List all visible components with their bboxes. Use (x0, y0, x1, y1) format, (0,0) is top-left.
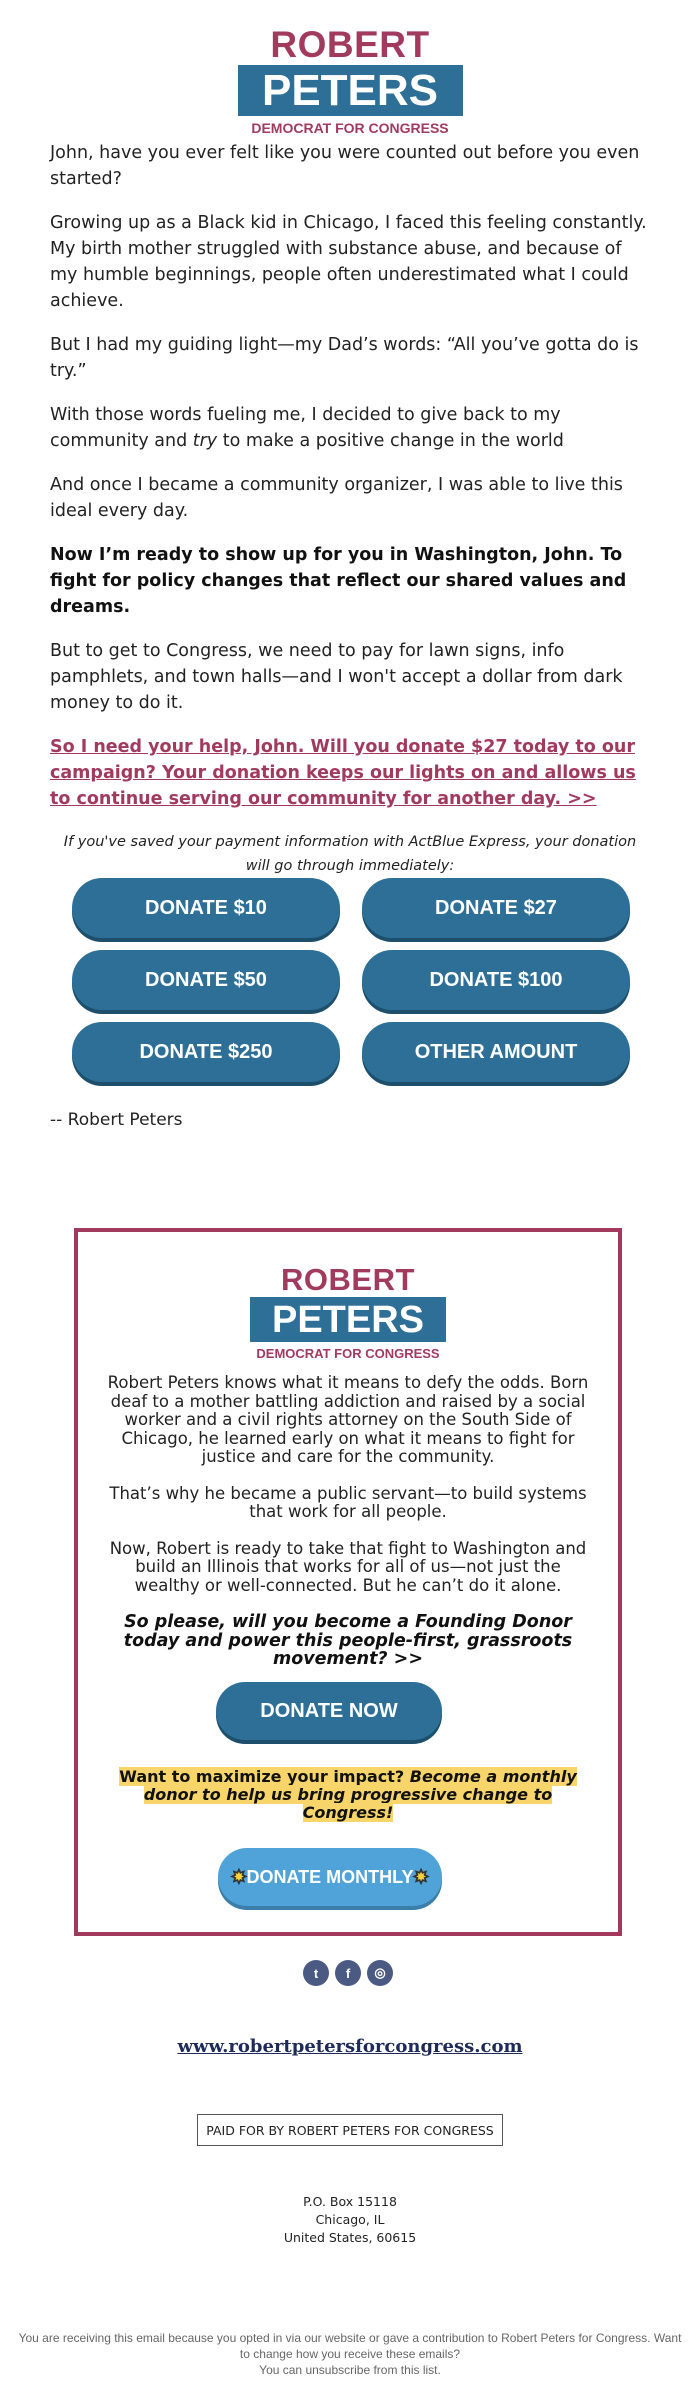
mailing-address (0, 2193, 700, 2247)
paid-for-disclaimer: PAID FOR BY ROBERT PETERS FOR CONGRESS (197, 2114, 503, 2146)
unsubscribe-link[interactable]: You can unsubscribe from this list. (259, 2363, 441, 2377)
monthly-highlight (119, 1767, 577, 1822)
campaign-logo-small (78, 1264, 618, 1360)
emphasis-text: try (192, 431, 218, 451)
address-line: Chicago, IL (315, 2212, 385, 2227)
instagram-icon[interactable]: ◎ (367, 1960, 393, 1986)
founding-donor-ask[interactable]: So please, will you become a Founding Donor today and power this people-first, grassroots movement? >> (123, 1612, 573, 1669)
donate-100-button[interactable]: DONATE $100 (362, 950, 630, 1010)
star-icon: ✸ (413, 1866, 429, 1887)
letter-body (50, 140, 650, 884)
donate-250-button[interactable]: DONATE $250 (72, 1022, 340, 1082)
address-line: P.O. Box 15118 (303, 2194, 397, 2209)
paragraph (50, 402, 650, 454)
logo-tagline: DEMOCRAT FOR CONGRESS (256, 1346, 440, 1361)
donate-10-button[interactable]: DONATE $10 (72, 878, 340, 938)
signature: -- Robert Peters (50, 1110, 183, 1130)
paragraph: But I had my guiding light—my Dad’s words: “All you’ve gotta do is try.” (50, 335, 639, 381)
facebook-icon[interactable]: f (335, 1960, 361, 1986)
logo-first-name: ROBERT (270, 24, 430, 65)
paragraph: And once I became a community organizer, I was able to live this ideal every day. (50, 475, 623, 521)
twitter-icon[interactable]: t (303, 1960, 329, 1986)
opt-in-notice: You are receiving this email because you opted in via our website or gave a contribution to Robert Peters for Congress. Want to change how you receive these emails? (18, 2331, 682, 2361)
paragraph: Growing up as a Black kid in Chicago, I faced this feeling constantly. My birth mother struggled with substance abuse, and because of my humble beginnings, people often underestimated what I could achieve. (50, 213, 647, 311)
address-line: United States, 60615 (283, 2230, 417, 2245)
bio-paragraph: Now, Robert is ready to take that fight to Washington and build an Illinois that works for all of us—not just the wealthy or well-connected. But he can’t do it alone. (109, 1538, 587, 1595)
campaign-logo (0, 26, 700, 135)
monthly-donor-text (118, 1768, 578, 1822)
actblue-express-note: If you've saved your payment information with ActBlue Express, your donation will go through immediately: (63, 834, 637, 874)
donate-button-grid (72, 878, 632, 1082)
donate-50-button[interactable]: DONATE $50 (72, 950, 340, 1010)
paragraph: John, have you ever felt like you were counted out before you even started? (50, 143, 640, 189)
logo-tagline: DEMOCRAT FOR CONGRESS (251, 120, 449, 136)
bio-paragraph: Robert Peters knows what it means to defy the odds. Born deaf to a mother battling addiction and raised by a social worker and a civil rights attorney on the South Side of Chicago, he learned early on what it means to fight for justice and care for the community. (107, 1373, 589, 1466)
founding-donor-box (74, 1228, 622, 1936)
box-text (106, 1374, 590, 1687)
donate-27-button[interactable]: DONATE $27 (362, 878, 630, 938)
monthly-lead: Want to maximize your impact? (119, 1767, 405, 1786)
logo-first-name: ROBERT (281, 1262, 415, 1297)
paragraph-text: to make a positive change in the world (217, 431, 564, 451)
logo-last-name: PETERS (238, 65, 463, 116)
donate-27-link[interactable]: So I need your help, John. Will you donate $27 today to our campaign? Your donation keeps our lights on and allows us to continue serving our community for another day. >> (50, 737, 636, 809)
donate-monthly-label: DONATE MONTHLY (246, 1866, 414, 1887)
other-amount-button[interactable]: OTHER AMOUNT (362, 1022, 630, 1082)
donate-monthly-button[interactable] (218, 1848, 442, 1906)
bio-paragraph: That’s why he became a public servant—to build systems that work for all people. (109, 1483, 587, 1521)
bold-paragraph: Now I’m ready to show up for you in Washington, John. To fight for policy changes that reflect our shared values and dreams. (50, 545, 627, 617)
paragraph-text: With those words fueling me, I decided to give back to my community and (50, 405, 561, 451)
monthly-emphasis: Become a monthly donor to help us bring progressive change to Congress! (143, 1767, 577, 1822)
paragraph: But to get to Congress, we need to pay for lawn signs, info pamphlets, and town halls—and I won't accept a dollar from dark money to do it. (50, 641, 623, 713)
website-link[interactable]: www.robertpetersforcongress.com (177, 2036, 523, 2057)
social-links (303, 1960, 393, 1986)
email-footer (14, 2330, 686, 2378)
logo-last-name: PETERS (250, 1297, 446, 1342)
star-icon: ✸ (231, 1866, 247, 1887)
donate-now-button[interactable]: DONATE NOW (216, 1682, 442, 1740)
